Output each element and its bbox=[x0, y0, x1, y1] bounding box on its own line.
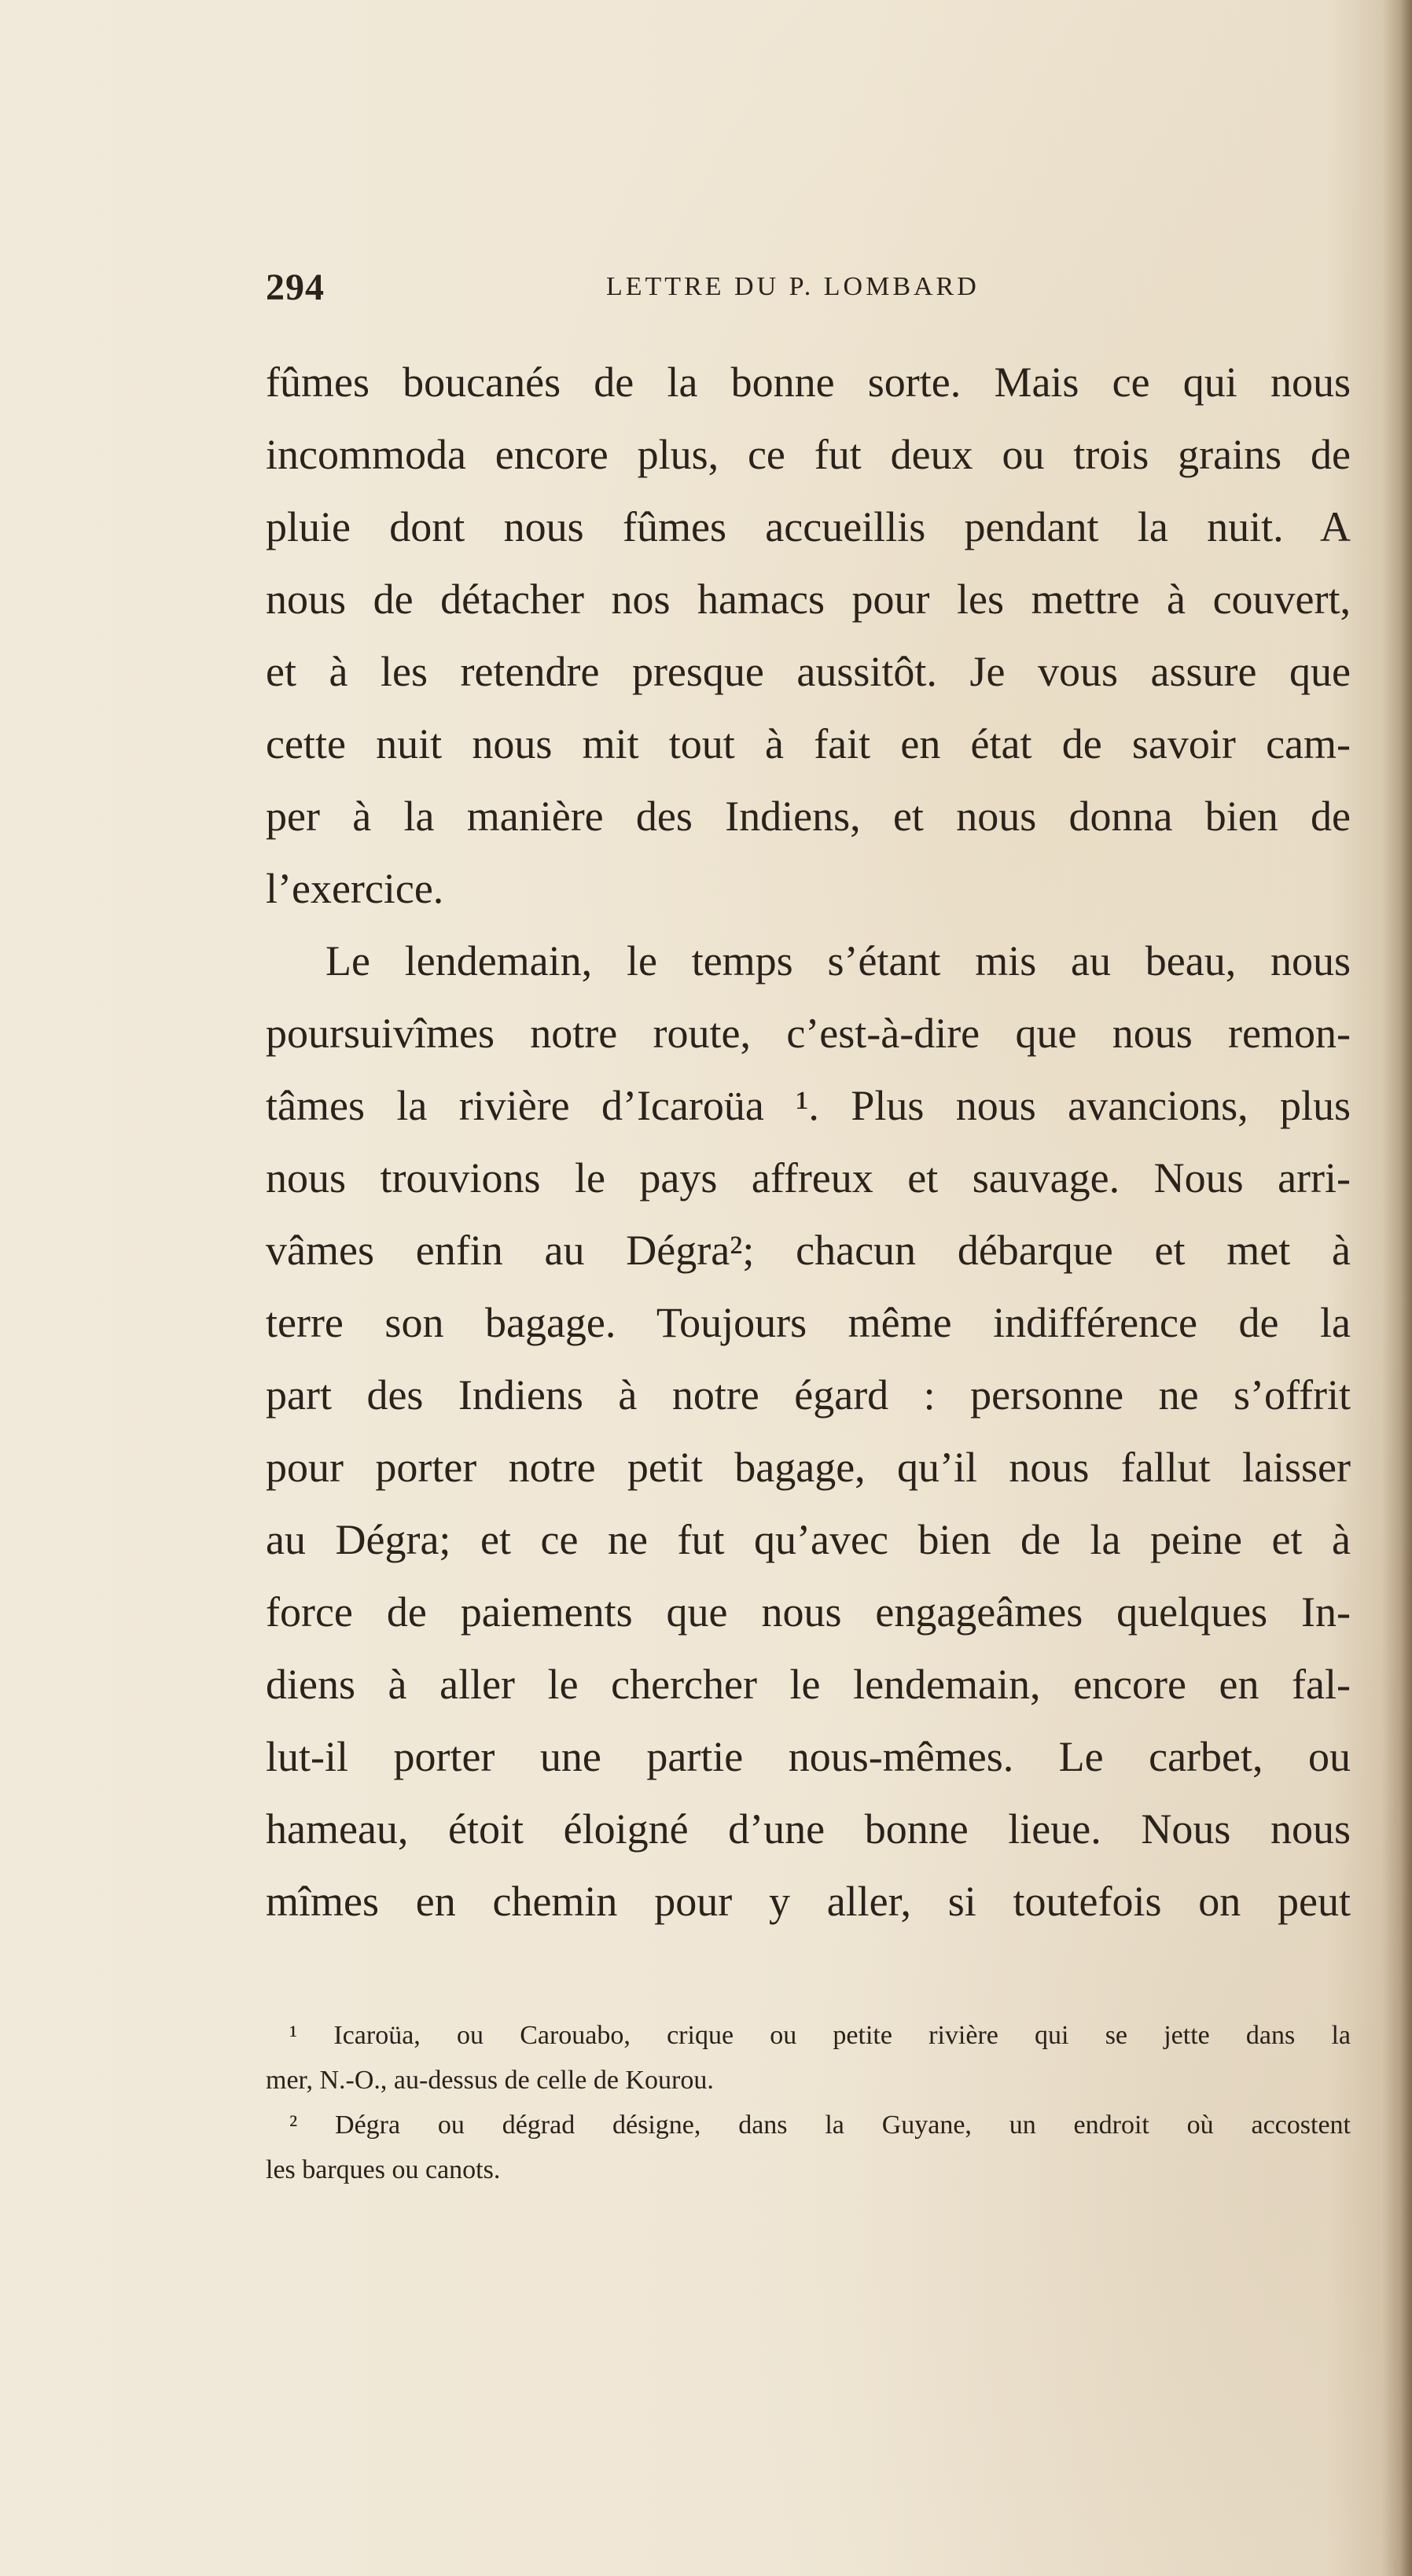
text-line: incommoda encore plus, ce fut deux ou trois grains de bbox=[266, 431, 1351, 478]
text-line: fûmes boucanés de la bonne sorte. Mais ce qui nous bbox=[266, 359, 1351, 406]
text-line: et à les retendre presque aussitôt. Je vous assure que bbox=[266, 648, 1351, 695]
text-line: force de paiements que nous engageâmes quelques In- bbox=[266, 1588, 1351, 1636]
text-line: cette nuit nous mit tout à fait en état de savoir cam- bbox=[266, 720, 1351, 767]
text-line: diens à aller le chercher le lendemain, encore en fal- bbox=[266, 1661, 1351, 1708]
text-line: nous de détacher nos hamacs pour les mettre à couvert, bbox=[266, 576, 1351, 623]
running-head: LETTRE DU P. LOMBARD bbox=[606, 272, 980, 301]
text-line: pluie dont nous fûmes accueillis pendant la nuit. A bbox=[266, 503, 1351, 550]
page-edge-shadow bbox=[1382, 0, 1412, 2576]
footnote-marker bbox=[266, 1992, 272, 1996]
footnote-line: les barques ou canots. bbox=[266, 2155, 501, 2184]
footnote-line: mer, N.-O., au-dessus de celle de Kourou. bbox=[266, 2066, 714, 2095]
footnote-line: ¹ Icaroüa, ou Carouabo, crique ou petite rivière qui se jette dans la bbox=[289, 2021, 1351, 2050]
text-line: Le lendemain, le temps s’étant mis au beau, nous bbox=[325, 937, 1351, 984]
text-line: per à la manière des Indiens, et nous donna bien de bbox=[266, 793, 1351, 840]
text-line: lut-il porter une partie nous-mêmes. Le carbet, ou bbox=[266, 1733, 1351, 1780]
text-line: hameau, étoit éloigné d’une bonne lieue. Nous nous bbox=[266, 1805, 1351, 1853]
footnotes bbox=[266, 2013, 1351, 2192]
page-number: 294 bbox=[266, 267, 325, 308]
body-text bbox=[266, 346, 1351, 1938]
footnote-line: ² Dégra ou dégrad désigne, dans la Guyane, un endroit où accostent bbox=[289, 2110, 1351, 2140]
text-line: nous trouvions le pays affreux et sauvage. Nous arri- bbox=[266, 1154, 1351, 1202]
text-line: mîmes en chemin pour y aller, si toutefois on peut bbox=[266, 1878, 1351, 1925]
text-line: vâmes enfin au Dégra²; chacun débarque et met à bbox=[266, 1227, 1351, 1274]
text-line: poursuivîmes notre route, c’est-à-dire que nous remon- bbox=[266, 1010, 1351, 1057]
page-header bbox=[266, 266, 1351, 321]
text-line: part des Indiens à notre égard : personne ne s’offrit bbox=[266, 1371, 1351, 1419]
text-line: au Dégra; et ce ne fut qu’avec bien de la peine et à bbox=[266, 1516, 1351, 1563]
text-line: pour porter notre petit bagage, qu’il nous fallut laisser bbox=[266, 1444, 1351, 1491]
text-line: tâmes la rivière d’Icaroüa ¹. Plus nous avancions, plus bbox=[266, 1082, 1351, 1129]
text-line: l’exercice. bbox=[266, 865, 444, 912]
text-line: terre son bagage. Toujours même indifférence de la bbox=[266, 1299, 1351, 1346]
